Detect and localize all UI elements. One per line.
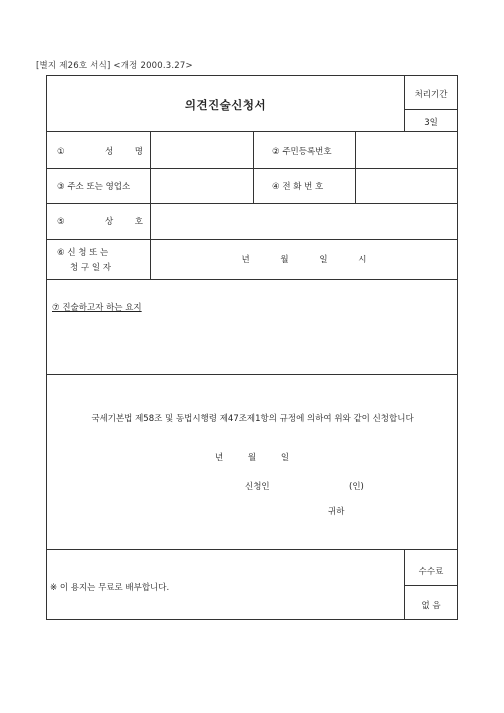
processing-period-value: 3일 <box>424 118 438 128</box>
statement-field[interactable] <box>51 316 454 370</box>
phone-field[interactable] <box>356 169 457 202</box>
fee-label: 수수료 <box>418 567 444 577</box>
rule-statement-bottom <box>47 374 458 375</box>
request-date-label-line2: 청 구 일 자 <box>70 263 111 273</box>
free-distribution-note: ※ 이 용지는 무료로 배부합니다. <box>50 583 170 593</box>
fee-value: 없 음 <box>421 601 441 611</box>
request-date-value[interactable]: 년 월 일 시 <box>241 255 367 265</box>
rule-declaration-bottom <box>47 549 458 550</box>
seal-mark: (인) <box>349 482 364 492</box>
rule-row3-bottom <box>47 239 458 240</box>
phone-label: ④ 전 화 번 호 <box>272 182 324 192</box>
processing-period-label: 처리기간 <box>414 90 448 100</box>
statement-label: ⑦ 진술하고자 하는 요지 <box>52 303 142 313</box>
rule-period-split <box>404 109 458 110</box>
rule-fee-split <box>404 585 458 586</box>
declaration-date: 년 월 일 <box>215 453 290 463</box>
resident-number-label: ② 주민등록번호 <box>272 147 332 157</box>
recipient-label: 귀하 <box>328 507 345 517</box>
form-header: [별지 제26호 서식] <개정 2000.3.27> <box>36 61 193 71</box>
trade-name-field[interactable] <box>151 204 457 238</box>
rule-row4-bottom <box>47 279 458 280</box>
rule-mid-col <box>253 131 254 203</box>
name-label: ① 성 명 <box>57 147 143 157</box>
request-date-label-line1: ⑥ 신 청 또 는 <box>57 248 109 258</box>
address-field[interactable] <box>151 169 252 202</box>
applicant-label: 신청인 <box>245 482 270 492</box>
application-form <box>46 75 458 620</box>
declaration-text: 국세기본법 제58조 및 동법시행령 제47조제1항의 규정에 의하여 위와 같이 신청합니다 <box>91 414 414 424</box>
name-field[interactable] <box>151 132 252 167</box>
resident-number-field[interactable] <box>356 132 457 167</box>
trade-name-label: ⑤ 상 호 <box>57 217 143 227</box>
form-title: 의견진술신청서 <box>184 98 267 112</box>
address-label: ③ 주소 또는 영업소 <box>57 182 131 192</box>
